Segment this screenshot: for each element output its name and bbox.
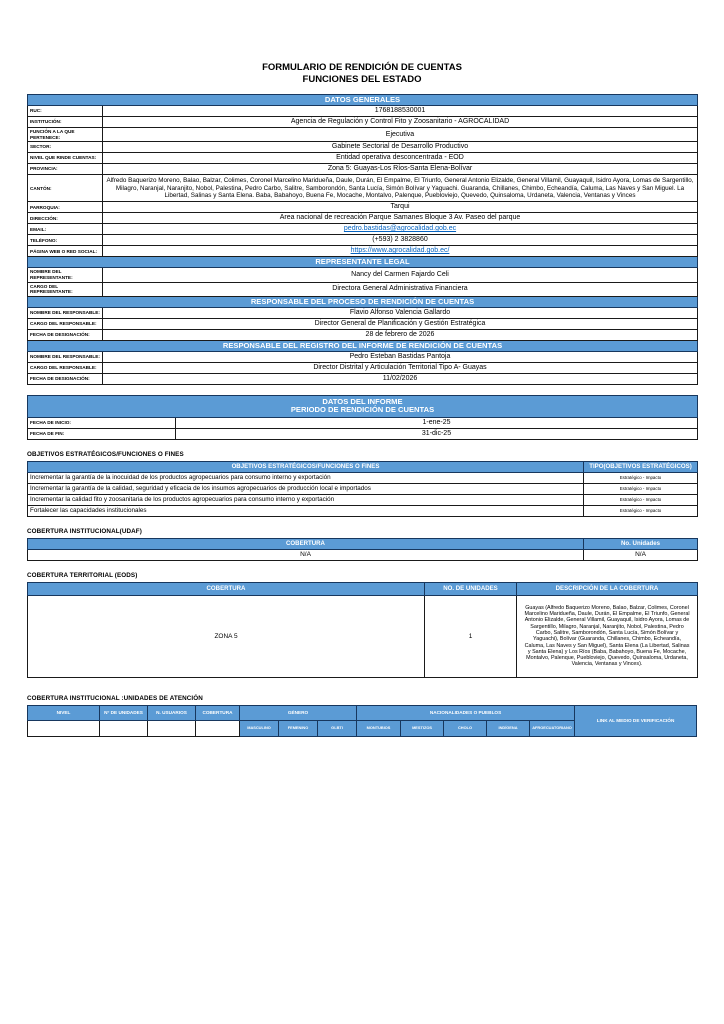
ua-usuarios-cell [148, 720, 196, 736]
cobertura-territorial-table [27, 582, 698, 678]
unidades-atencion-table [27, 705, 697, 737]
ua-femenino-header: FEMENINO [279, 720, 318, 736]
general-table [27, 94, 698, 385]
udaf-col2-header: No. Unidades [584, 538, 698, 549]
field-value: Flavio Alfonso Valencia Gallardo [103, 307, 698, 318]
objetivos-table [27, 461, 698, 517]
section-header: DATOS GENERALES [28, 95, 698, 106]
field-row [28, 117, 698, 128]
field-row [28, 268, 698, 282]
section-header-row [28, 340, 698, 351]
ua-indigena-header: INDÍGENA [487, 720, 530, 736]
ua-nivel-cell [28, 720, 100, 736]
field-value: Directora General Administrativa Financiera [103, 282, 698, 296]
field-label: PROVINCIA: [28, 164, 103, 175]
field-row [28, 153, 698, 164]
field-value: Director General de Planificación y Gestión Estratégica [103, 318, 698, 329]
field-label: CANTÓN: [28, 175, 103, 202]
objetivo-text: Incrementar la calidad fito y zoosanitaria de los productos agropecuarios para consumo interno y exportación [28, 494, 584, 505]
field-row [28, 213, 698, 224]
field-value: Agencia de Regulación y Control Fito y Zoosanitario - AGROCALIDAD [103, 117, 698, 128]
field-row [28, 351, 698, 362]
ua-unidades-header: N° DE UNIDADES [100, 705, 148, 720]
territorial-col3-header: DESCRIPCIÓN DE LA COBERTURA [517, 582, 698, 595]
datos-informe-header-line2: PERIODO DE RENDICIÓN DE CUENTAS [290, 405, 435, 415]
ua-cobertura-cell [196, 720, 240, 736]
field-row [28, 235, 698, 246]
field-row [28, 106, 698, 117]
ua-cholo-header: CHOLO [444, 720, 487, 736]
objetivo-tipo: Estratégico - Impacto [584, 483, 698, 494]
territorial-cobertura-value: ZONA 5 [28, 595, 425, 677]
general-table-body [28, 95, 698, 385]
objetivos-body [28, 472, 698, 516]
field-label: NOMBRE DEL RESPONSABLE: [28, 307, 103, 318]
section-header: REPRESENTANTE LEGAL [28, 257, 698, 268]
cobertura-udaf-table [27, 538, 698, 561]
objetivo-row [28, 483, 698, 494]
field-value: Area nacional de recreación Parque Samanes Bloque 3 Av. Paseo del parque [103, 213, 698, 224]
objetivo-text: Incrementar la garantía de la calidad, seguridad y eficacia de los insumos agropecuarios de producción local e importados [28, 483, 584, 494]
field-label: CARGO DEL RESPONSABLE: [28, 318, 103, 329]
territorial-unidades-value: 1 [425, 595, 517, 677]
field-row [28, 362, 698, 373]
field-label: NOMBRE DEL RESPONSABLE: [28, 351, 103, 362]
hyperlink[interactable]: https://www.agrocalidad.gob.ec/ [350, 247, 450, 255]
hyperlink[interactable]: pedro.bastidas@agrocalidad.gob.ec [343, 225, 457, 233]
field-row [28, 428, 698, 439]
field-row [28, 282, 698, 296]
field-label: DIRECCIÓN: [28, 213, 103, 224]
field-label: NIVEL QUE RINDE CUENTAS: [28, 153, 103, 164]
page-title-line2: FUNCIONES DEL ESTADO [302, 73, 422, 85]
field-value: 1768188530001 [103, 106, 698, 117]
field-label: FECHA DE DESIGNACIÓN: [28, 373, 103, 384]
field-value: 11/02/2026 [103, 373, 698, 384]
objetivos-caption: OBJETIVOS ESTRATÉGICOS/FUNCIONES O FINES [27, 450, 184, 458]
udaf-unidades-value: N/A [584, 549, 698, 560]
field-value: Ejecutiva [103, 128, 698, 142]
section-header: RESPONSABLE DEL PROCESO DE RENDICIÓN DE CUENTAS [28, 296, 698, 307]
objetivo-tipo: Estratégico - Impacto [584, 505, 698, 516]
field-label: CARGO DEL REPRESENTANTE: [28, 282, 103, 296]
field-row [28, 224, 698, 235]
ua-usuarios-header: N. USUARIOS [148, 705, 196, 720]
form-page [27, 0, 697, 737]
objetivos-col1-header: OBJETIVOS ESTRATÉGICOS/FUNCIONES O FINES [28, 461, 584, 472]
ua-montubios-header: MONTUBIOS [357, 720, 401, 736]
ua-glbti-header: GLBTI [318, 720, 357, 736]
field-value: Tarqui [103, 202, 698, 213]
objetivo-row [28, 472, 698, 483]
field-row [28, 175, 698, 202]
field-label: FECHA DE DESIGNACIÓN: [28, 329, 103, 340]
field-row [28, 142, 698, 153]
datos-informe-body [28, 417, 698, 439]
field-value: Nancy del Carmen Fajardo Celi [103, 268, 698, 282]
objetivo-row [28, 494, 698, 505]
page-title [27, 62, 697, 85]
section-header-row [28, 296, 698, 307]
ua-nacionalidades-header: NACIONALIDADES O PUEBLOS [357, 705, 575, 720]
field-value [103, 224, 698, 235]
field-label: EMAIL: [28, 224, 103, 235]
field-label: FUNCIÓN A LA QUE PERTENECE: [28, 128, 103, 142]
field-value: Alfredo Baquerizo Moreno, Balao, Balzar, Colimes, Coronel Marcelino Maridueña, Daule, Durán, El Empalme, El Triunfo, General Antonio Elizalde, General Villamil, Guayaquil, Isidro Ayora, Lomas de Sargentillo, Milagro, Naranjal, Naranjito, Nobol, Palestina, Pedro Carbo, Salitre, Samborondón, Santa Lucía, Simón Bolívar y Yaguachi. Guaranda, Chillanes, Chimbo, Echeandía, Caluma, Las Naves y San Miguel. La Libertad, Salinas y Santa Elena. Baba, Babahoyo, Buena Fe, Mocache, Montalvo, Palenque, Puebloviejo, Quevedo, Quinsaloma, Urdaneta, Valencia, Ventanas y Vinces [103, 175, 698, 202]
udaf-row [28, 549, 698, 560]
udaf-cobertura-value: N/A [28, 549, 584, 560]
field-label: FECHA DE FIN: [28, 428, 176, 439]
field-row [28, 202, 698, 213]
ua-link-header: LINK AL MEDIO DE VERIFICACIÓN [575, 705, 697, 736]
ua-genero-header: GÉNERO [240, 705, 357, 720]
field-label: CARGO DEL RESPONSABLE: [28, 362, 103, 373]
objetivo-tipo: Estratégico - Impacto [584, 472, 698, 483]
field-label: NOMBRE DEL REPRESENTANTE: [28, 268, 103, 282]
datos-informe-table [27, 395, 698, 440]
field-label: PARROQUIA: [28, 202, 103, 213]
field-value: 28 de febrero de 2026 [103, 329, 698, 340]
cobertura-udaf-caption: COBERTURA INSTITUCIONAL(UDAF) [27, 527, 142, 535]
objetivo-row [28, 505, 698, 516]
ua-mestizos-header: MESTIZOS [401, 720, 444, 736]
section-header-row [28, 257, 698, 268]
territorial-col2-header: NO. DE UNIDADES [425, 582, 517, 595]
field-row [28, 307, 698, 318]
field-label: RUC: [28, 106, 103, 117]
datos-informe-header [28, 395, 698, 417]
field-row [28, 417, 698, 428]
cobertura-territorial-caption: COBERTURA TERRITORIAL (EODS) [27, 571, 138, 579]
objetivo-text: Incrementar la garantía de la inocuidad de los productos agropecuarios para consumo interno y exportación [28, 472, 584, 483]
ua-cobertura-header: COBERTURA [196, 705, 240, 720]
field-row [28, 246, 698, 257]
field-label: FECHA DE INICIO: [28, 417, 176, 428]
section-header-row [28, 95, 698, 106]
field-value: Zona 5: Guayas-Los Ríos-Santa Elena-Bolívar [103, 164, 698, 175]
field-label: TELÉFONO: [28, 235, 103, 246]
territorial-row [28, 595, 698, 677]
datos-informe-header-line1: DATOS DEL INFORME [322, 396, 403, 406]
section-header: RESPONSABLE DEL REGISTRO DEL INFORME DE RENDICIÓN DE CUENTAS [28, 340, 698, 351]
field-row [28, 318, 698, 329]
objetivos-col2-header: TIPO(OBJETIVOS ESTRATÉGICOS) [584, 461, 698, 472]
ua-nivel-header: NIVEL [28, 705, 100, 720]
udaf-col1-header: COBERTURA [28, 538, 584, 549]
objetivo-tipo: Estratégico - Impacto [584, 494, 698, 505]
field-row [28, 164, 698, 175]
field-label: PÁGINA WEB O RED SOCIAL: [28, 246, 103, 257]
objetivo-text: Fortalecer las capacidades institucionales [28, 505, 584, 516]
field-value: 1-ene-25 [176, 417, 698, 428]
field-value: Director Distrital y Articulación Territorial Tipo A- Guayas [103, 362, 698, 373]
field-value: Entidad operativa desconcentrada - EOD [103, 153, 698, 164]
field-value: 31-dic-25 [176, 428, 698, 439]
field-row [28, 373, 698, 384]
field-label: INSTITUCIÓN: [28, 117, 103, 128]
ua-afroecuatoriano-header: AFROECUATORIANO [530, 720, 575, 736]
field-value: Pedro Esteban Bastidas Pantoja [103, 351, 698, 362]
field-row [28, 329, 698, 340]
field-label: SECTOR: [28, 142, 103, 153]
field-value: Gabinete Sectorial de Desarrollo Productivo [103, 142, 698, 153]
territorial-descripcion-value: Guayas (Alfredo Baquerizo Moreno, Balao, Balzar, Colimes, Coronel Marcelino Maridueña, Daule, Durán, El Empalme, El Triunfo, General Antonio Elizalde, General Villamil, Guayaquil, Isidro Ayora, Lomas de Sargentillo, Milagro, Naranjal, Naranjito, Nobol, Palestina, Pedro Carbo, Salitre, Samborondón, Santa Lucía, Simón Bolívar y Yaguachi), Bolívar (Guaranda, Chillanes, Chimbo, Echeandía, Caluma, Las Naves y San Miguel), Santa Elena (La Libertad, Salinas y Santa Elena) y Los Ríos (Baba, Babahoyo, Buena Fe, Mocache, Montalvo, Palenque, Puebloviejo, Quevedo, Quinsaloma, Urdaneta, Valencia, Ventanas y Vinces). [517, 595, 698, 677]
page-title-line1: FORMULARIO DE RENDICIÓN DE CUENTAS [262, 62, 462, 73]
ua-masculino-header: MASCULINO [240, 720, 279, 736]
field-row [28, 128, 698, 142]
ua-unidades-cell [100, 720, 148, 736]
field-value: (+593) 2 3828860 [103, 235, 698, 246]
field-value [103, 246, 698, 257]
territorial-col1-header: COBERTURA [28, 582, 425, 595]
unidades-atencion-caption: COBERTURA INSTITUCIONAL :UNIDADES DE ATENCIÓN [27, 694, 203, 702]
